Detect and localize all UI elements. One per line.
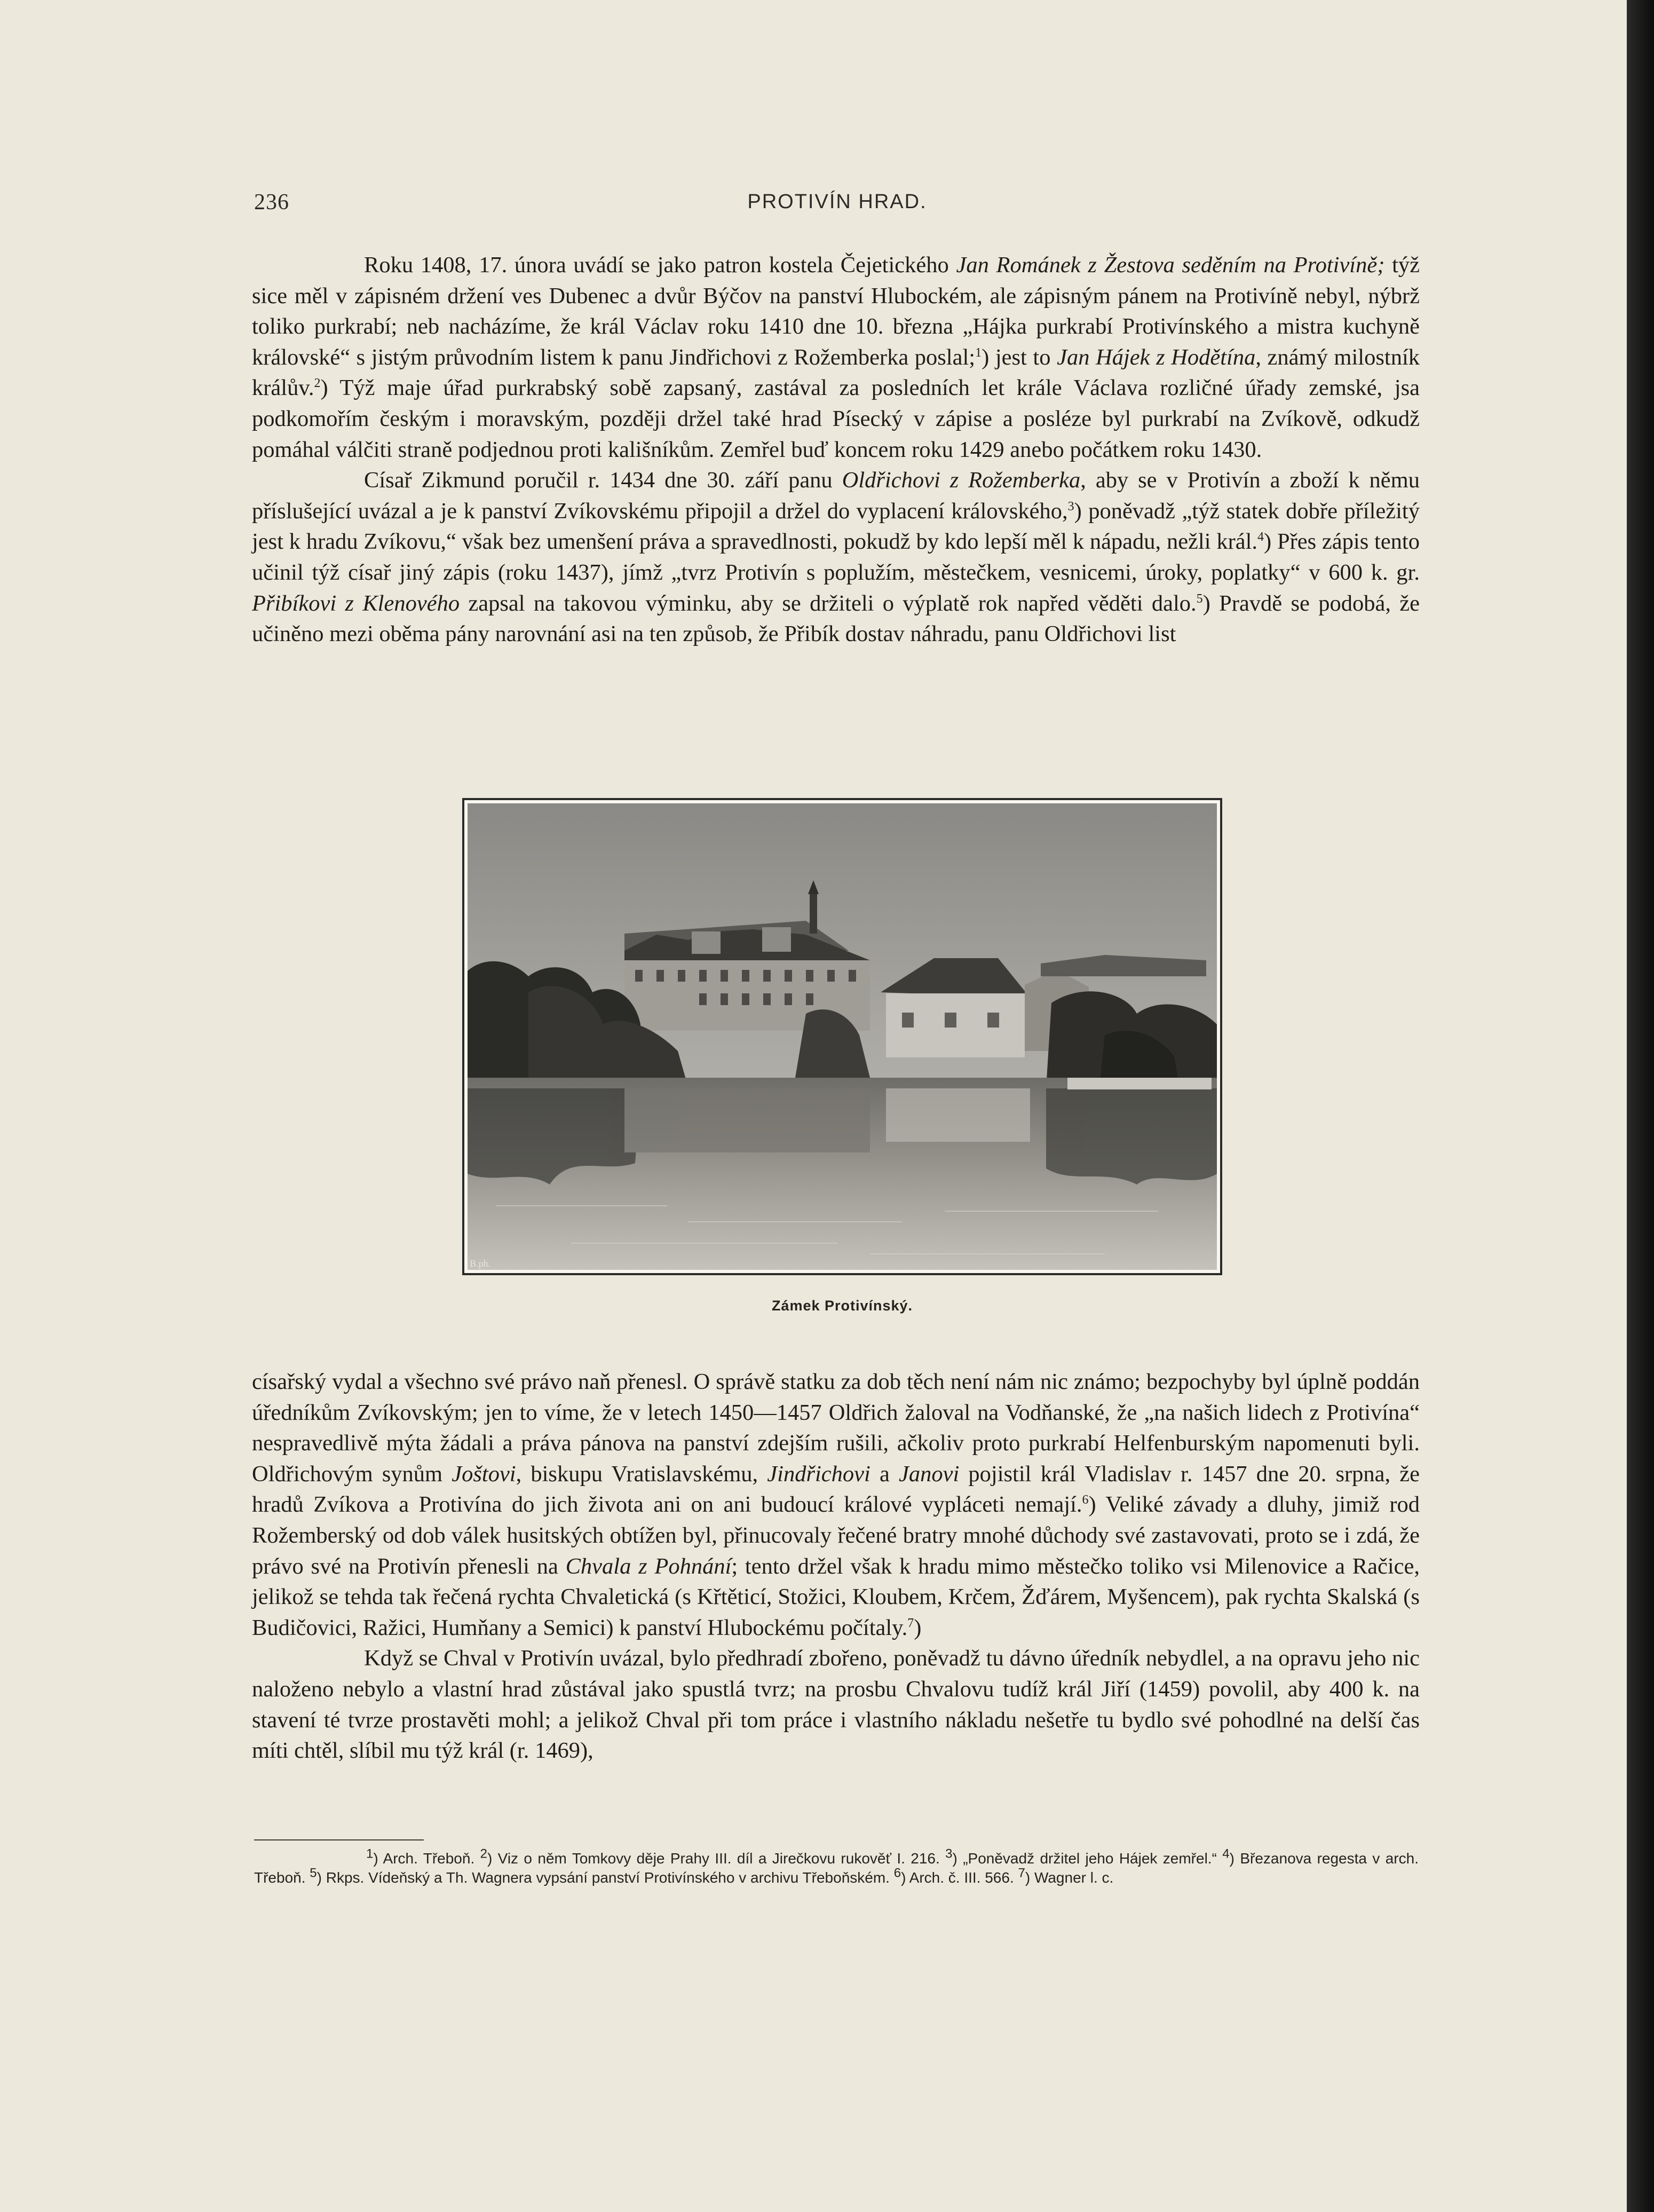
person-name: Jan Románek z Žestova seděním na Protivíně; bbox=[956, 252, 1385, 278]
figure-caption: Zámek Protivínský. bbox=[771, 1298, 913, 1314]
footnote-ref: 7 bbox=[907, 1616, 914, 1630]
footnote-ref: 3 bbox=[1067, 499, 1074, 514]
footnotes-divider bbox=[254, 1839, 424, 1840]
page-header bbox=[254, 189, 1420, 222]
footnotes bbox=[254, 1846, 1419, 1887]
footnote-ref: 6 bbox=[1082, 1493, 1089, 1507]
person-name: Oldřichovi z Rožemberka bbox=[842, 468, 1081, 493]
paragraph-1: Roku 1408, 17. února uvádí se jako patron kostela Čejetického Jan Románek z Žestova seděním na Protivíně; týž sice měl v zápisném držení ves Dubenec a dvůr Býčov na panství Hlubockém, ale zápisným pánem na Protivíně nebyl, nýbrž toliko purkrabí; neb nacházíme, že král Václav roku 1410 dne 10. března „Hájka purkrabí Protivínského a mistra kuchyně královské“ s jistým průvodním listem k panu Jindřichovi z Rožemberka poslal;$^1$) jest to Jan Hájek z Hodětína, známý milostník králův.$^2$) Týž maje úřad purkrabský sobě zapsaný, zastával za posledních let krále Václava rozličné úřady zemské, jsa podkomořím českým i moravským, později držel také hrad Písecký v zápise a posléze byl purkrabí na Zvíkově, odkudž pomáhal válčiti straně podjednou proti kališníkům. Zemřel buď koncem roku 1429 anebo počátkem roku 1430. bbox=[252, 252, 1420, 462]
text-block-bottom bbox=[252, 1366, 1420, 1766]
person-name: Joštovi bbox=[452, 1461, 516, 1487]
footnote-list: $^1$) Arch. Třeboň. $^2$) Viz o něm Tomkovy děje Prahy III. díl a Jirečkovu rukověť I. 216. $^3$) „Poněvadž držitel jeho Hájek zemřel.“ $^4$) Březanova regesta v arch. Třeboň. $^5$) Rkps. Vídeňský a Th. Wagnera vypsání panství Protivínského v archivu Třeboňském. $^6$) Arch. č. III. 566. $^7$) Wagner l. c. bbox=[254, 1846, 1419, 1886]
paragraph-2: Císař Zikmund poručil r. 1434 dne 30. září panu Oldřichovi z Rožemberka, aby se v Protivín a zboží k němu příslušející uvázal a je k panství Zvíkovskému připojil a držel do vyplacení královského,$^3$) poněvadž „týž statek dobře příležitý jest k hradu Zvíkovu,“ však bez umenšení práva a spravedlnosti, pokudž by kdo lepší měl k nápadu, nežli král.$^4$) Přes zápis tento učinil týž císař jiný zápis (roku 1437), jímž „tvrz Protivín s poplužím, městečkem, vesnicemi, úroky, poplatky“ v 600 k. gr. Přibíkovi z Klenového zapsal na takovou výminku, aby se držiteli o výplatě rok napřed věděti dalo.$^5$) Pravdě se podobá, že učiněno mezi oběma pány narovnání asi na ten způsob, že Přibík dostav náhradu, panu Oldřichovi list bbox=[252, 468, 1420, 647]
page-shadow-edge bbox=[1627, 0, 1654, 2212]
person-name: Chvala z Pohnání bbox=[565, 1553, 732, 1579]
person-name: Jan Hájek z Hodětína bbox=[1057, 344, 1256, 370]
running-title: PROTIVÍN HRAD. bbox=[747, 191, 927, 213]
castle-illustration bbox=[464, 800, 1220, 1273]
footnote-ref: 4 bbox=[1257, 530, 1264, 544]
paragraph-4: Když se Chval v Protivín uvázal, bylo předhradí zbořeno, poněvadž tu dávno úředník nebydlel, a na opravu jeho nic naloženo nebylo a vlastní hrad zůstával jako spustlá tvrz; na prosbu Chvalovu tudíž král Jiří (1459) povolil, aby 400 k. na stavení té tvrze prostavěti mohl; a jelikož Chval při tom práce i vlastního nákladu nešetře tu bydlo své pohodlné na delší čas míti chtěl, slíbil mu týž král (r. 1469), bbox=[252, 1646, 1420, 1764]
footnote-ref: 2 bbox=[314, 376, 321, 391]
text-block-top bbox=[252, 250, 1420, 650]
jetty bbox=[1067, 1078, 1212, 1089]
footnote-ref: 5 bbox=[1196, 591, 1203, 606]
footnote-ref: 1 bbox=[975, 345, 982, 360]
page-number: 236 bbox=[254, 190, 289, 215]
castle-photograph bbox=[462, 798, 1222, 1275]
person-name: Přibíkovi z Klenového bbox=[252, 590, 460, 616]
person-name: Jindřichovi bbox=[767, 1461, 870, 1487]
paragraph-3: císařský vydal a všechno své právo naň přenesl. O správě statku za dob těch není nám nic známo; bezpochyby byl úplně poddán úředníkům Zvíkovským; jen to víme, že v letech 1450—1457 Oldřich žaloval na Vodňanské, že „na našich lidech z Protivína“ nespravedlivě mýta žádali a práva pánova na panství zdejším rušili, ačkoliv proto purkrabí Helfenburským napomenuti byli. Oldřichovým synům Joštovi, biskupu Vratislavskému, Jindřichovi a Janovi pojistil král Vladislav r. 1457 dne 20. srpna, že hradů Zvíkova a Protivína do jich života ani on ani budoucí králové vypláceti nemají.$^6$) Veliké závady a dluhy, jimiž rod Rožemberský od dob válek husitských obtížen byl, přinucovaly řečené bratry mnohé důchody své zastavovati, proto se i zdá, že právo své na Protivín přenesli na Chvala z Pohnání; tento držel však k hradu mimo městečko toliko vsi Milenovice a Račice, jelikož se tehda tak řečená rychta Chvaletická (s Křtěticí, Stožici, Kloubem, Krčem, Žďárem, Myšencem), pak rychta Skalská (s Budičovici, Ražici, Humňany a Semici) k panství Hlubockému počítaly.$^7$) bbox=[252, 1369, 1420, 1640]
person-name: Janovi bbox=[898, 1461, 960, 1487]
engraver-signature: B.ph. bbox=[470, 1258, 491, 1269]
